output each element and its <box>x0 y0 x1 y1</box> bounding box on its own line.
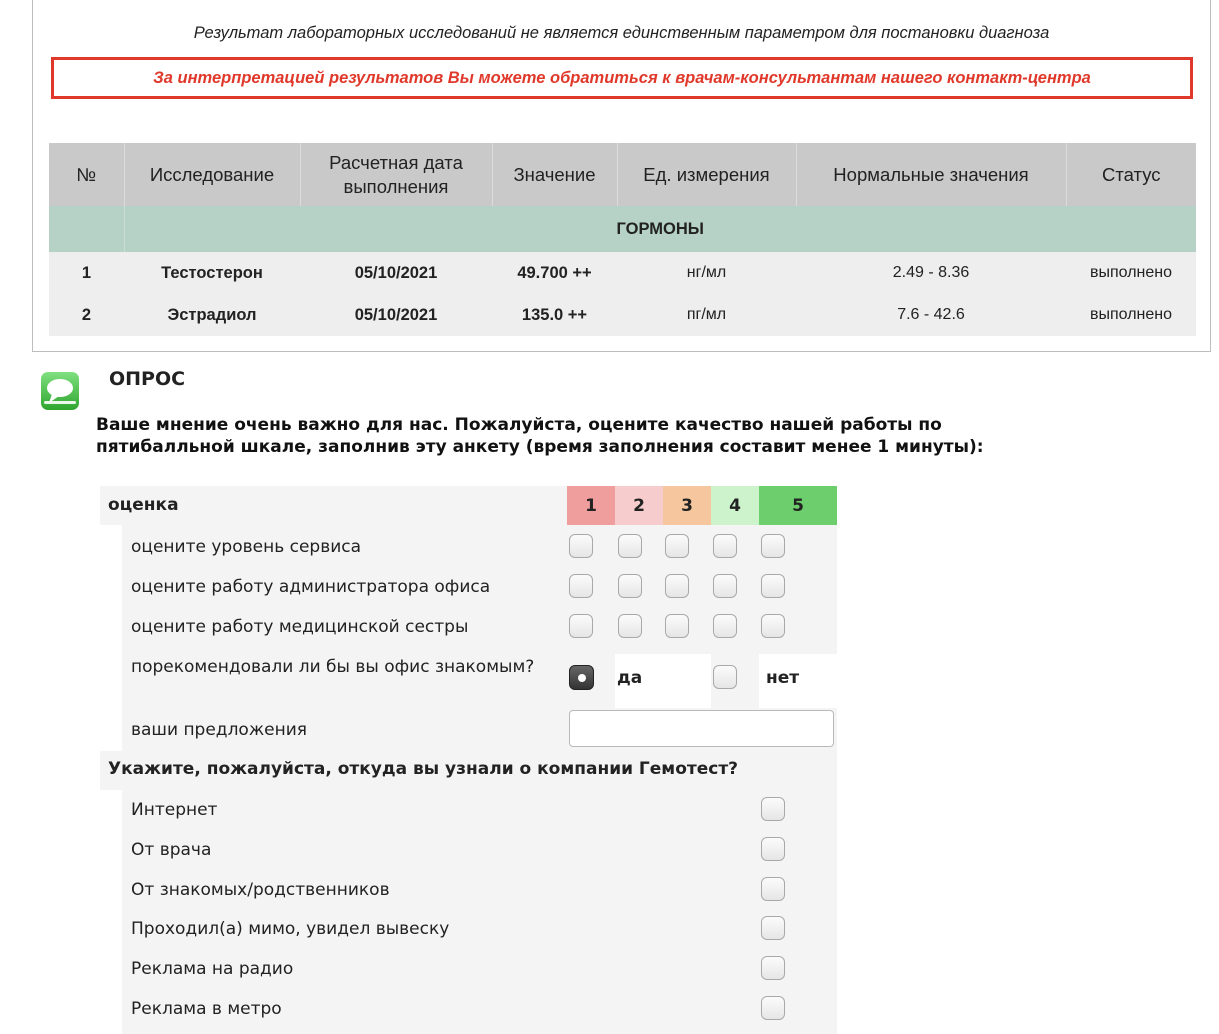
source-checkbox-doctor[interactable] <box>761 837 785 861</box>
group-title: ГОРМОНЫ <box>124 206 1196 252</box>
source-label-radio: Реклама на радио <box>131 959 294 979</box>
col-status: Статус <box>1066 143 1196 206</box>
row-number: 1 <box>49 252 124 294</box>
survey-form <box>100 486 837 1034</box>
rating-question-admin: оцените работу администратора офиса <box>131 577 491 597</box>
results-panel <box>32 0 1211 352</box>
col-number: № <box>49 143 124 206</box>
row-value: 135.0 ++ <box>492 294 617 336</box>
table-row <box>49 294 1196 336</box>
survey-title: ОПРОС <box>109 368 186 390</box>
rating-header: оценка <box>108 495 179 515</box>
row-date: 05/10/2021 <box>300 294 492 336</box>
col-test: Исследование <box>124 143 300 206</box>
row-norm: 7.6 - 42.6 <box>796 294 1066 336</box>
recommend-no-radio[interactable] <box>713 665 737 689</box>
rating-checkbox-service-1[interactable] <box>569 534 593 558</box>
source-question: Укажите, пожалуйста, откуда вы узнали о компании Гемотест? <box>108 759 739 779</box>
results-header-row <box>49 143 1196 206</box>
rating-checkbox-nurse-3[interactable] <box>665 614 689 638</box>
rating-checkbox-admin-1[interactable] <box>569 574 593 598</box>
row-date: 05/10/2021 <box>300 252 492 294</box>
rating-checkbox-service-4[interactable] <box>713 534 737 558</box>
rating-checkbox-admin-5[interactable] <box>761 574 785 598</box>
rating-checkbox-nurse-1[interactable] <box>569 614 593 638</box>
suggestions-input[interactable] <box>569 710 834 747</box>
recommend-question: порекомендовали ли бы вы офис знакомым? <box>131 657 535 677</box>
rating-checkbox-admin-2[interactable] <box>618 574 642 598</box>
disclaimer-text: Результат лабораторных исследований не является единственным параметром для постановки диагноза <box>193 24 1050 42</box>
rating-checkbox-admin-3[interactable] <box>665 574 689 598</box>
source-label-signboard: Проходил(а) мимо, увидел вывеску <box>131 919 450 939</box>
row-norm: 2.49 - 8.36 <box>796 252 1066 294</box>
source-label-doctor: От врача <box>131 840 212 860</box>
col-value: Значение <box>492 143 617 206</box>
source-checkbox-signboard[interactable] <box>761 916 785 940</box>
rating-checkbox-service-5[interactable] <box>761 534 785 558</box>
results-table <box>49 143 1196 336</box>
consultation-notice <box>51 57 1193 99</box>
col-date: Расчетная дата выполнения <box>300 143 492 206</box>
rating-checkbox-nurse-5[interactable] <box>761 614 785 638</box>
rating-checkbox-admin-4[interactable] <box>713 574 737 598</box>
rating-scale-2: 2 <box>615 486 663 525</box>
source-checkbox-internet[interactable] <box>761 797 785 821</box>
suggestions-label: ваши предложения <box>131 720 307 740</box>
rating-scale-5: 5 <box>759 486 837 525</box>
rating-checkbox-nurse-4[interactable] <box>713 614 737 638</box>
row-unit: пг/мл <box>617 294 796 336</box>
source-checkbox-friends[interactable] <box>761 877 785 901</box>
source-checkbox-radio[interactable] <box>761 956 785 980</box>
row-test-name: Тестостерон <box>124 252 300 294</box>
source-label-metro: Реклама в метро <box>131 999 282 1019</box>
survey-intro: Ваше мнение очень важно для нас. Пожалуйста, оцените качество нашей работы по пятибалльной шкале, заполнив эту анкету (время заполнения составит менее 1 минуты): <box>96 415 984 457</box>
row-number: 2 <box>49 294 124 336</box>
row-status: выполнено <box>1066 294 1196 336</box>
row-unit: нг/мл <box>617 252 796 294</box>
rating-scale-1: 1 <box>567 486 615 525</box>
rating-checkbox-service-3[interactable] <box>665 534 689 558</box>
recommend-yes-label: да <box>617 668 643 688</box>
table-row <box>49 252 1196 294</box>
col-norm: Нормальные значения <box>796 143 1066 206</box>
rating-question-nurse: оцените работу медицинской сестры <box>131 617 469 637</box>
col-unit: Ед. измерения <box>617 143 796 206</box>
rating-question-service: оцените уровень сервиса <box>131 537 362 557</box>
group-row-spacer <box>49 206 124 252</box>
source-label-internet: Интернет <box>131 800 218 820</box>
row-value: 49.700 ++ <box>492 252 617 294</box>
rating-scale-4: 4 <box>711 486 759 525</box>
recommend-yes-radio[interactable] <box>569 665 594 690</box>
row-status: выполнено <box>1066 252 1196 294</box>
row-test-name: Эстрадиол <box>124 294 300 336</box>
rating-scale-3: 3 <box>663 486 711 525</box>
rating-checkbox-nurse-2[interactable] <box>618 614 642 638</box>
group-row <box>49 206 1196 252</box>
consultation-notice-text: За интерпретацией результатов Вы можете обратиться к врачам-консультантам нашего контакт-центра <box>153 68 1091 87</box>
recommend-no-label: нет <box>766 668 800 688</box>
chat-bubble-icon <box>40 371 80 411</box>
rating-checkbox-service-2[interactable] <box>618 534 642 558</box>
source-checkbox-metro[interactable] <box>761 996 785 1020</box>
source-label-friends: От знакомых/родственников <box>131 880 390 900</box>
